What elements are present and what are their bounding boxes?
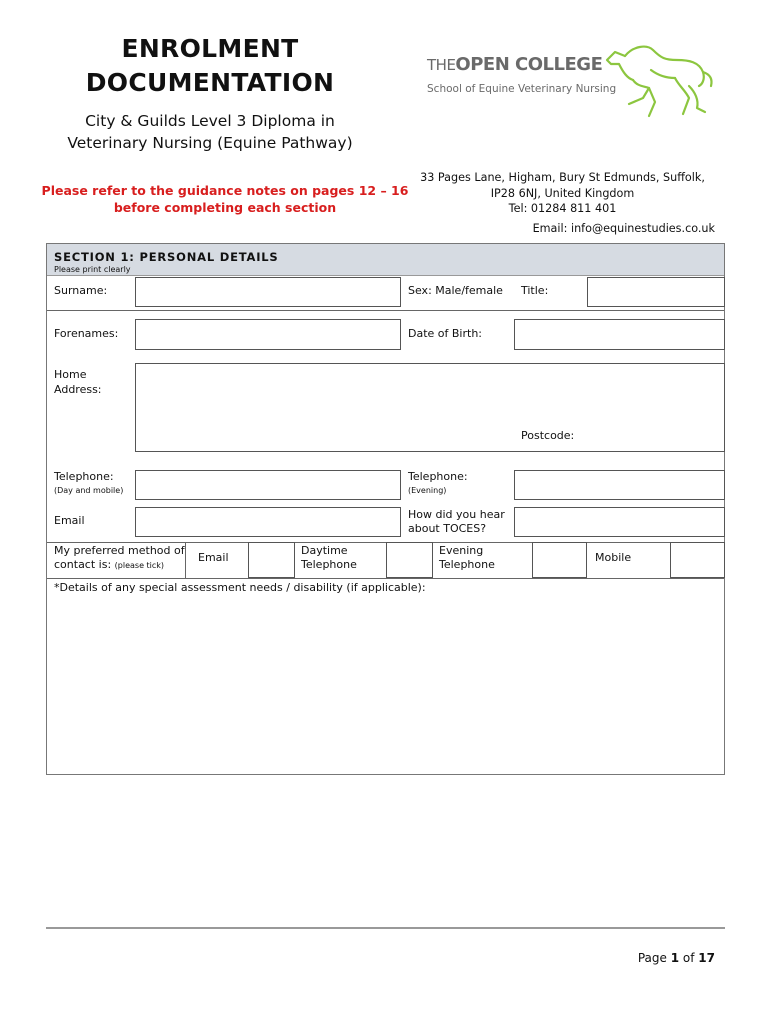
evening-line-2: Telephone bbox=[439, 558, 495, 571]
address-label: Address: bbox=[54, 383, 102, 396]
surname-label: Surname: bbox=[54, 284, 108, 297]
surname-field[interactable] bbox=[135, 277, 401, 307]
logo-tagline: School of Equine Veterinary Nursing bbox=[427, 83, 617, 95]
daytime-line-1: Daytime bbox=[301, 544, 348, 557]
page-number bbox=[600, 951, 715, 965]
section-subtitle: Please print clearly bbox=[54, 265, 131, 274]
logo-wordmark bbox=[427, 54, 602, 75]
how-did-you-hear-field[interactable] bbox=[514, 507, 725, 537]
row-divider bbox=[47, 578, 724, 579]
telephone-number: Tel: 01284 811 401 bbox=[508, 202, 617, 215]
contact-daytime-checkbox[interactable] bbox=[386, 542, 433, 578]
email-label: Email bbox=[54, 514, 85, 527]
subtitle-line-1: City & Guilds Level 3 Diploma in bbox=[85, 112, 335, 130]
home-address-label bbox=[54, 367, 102, 397]
contact-option-daytime bbox=[301, 544, 357, 572]
telephone-evening-title: Telephone: bbox=[408, 470, 468, 483]
sex-label: Sex: Male/female bbox=[408, 284, 503, 297]
footer-divider bbox=[46, 927, 725, 929]
telephone-label: Telephone: bbox=[54, 470, 114, 483]
page-of: of bbox=[682, 951, 695, 965]
address-line-1: 33 Pages Lane, Higham, Bury St Edmunds, Suffolk, bbox=[420, 171, 705, 184]
how-did-you-hear-label bbox=[408, 508, 505, 536]
title-label: Title: bbox=[521, 284, 549, 297]
title-line-2: DOCUMENTATION bbox=[85, 68, 335, 97]
forenames-label: Forenames: bbox=[54, 327, 119, 340]
row-divider bbox=[47, 310, 724, 311]
telephone-evening-note: (Evening) bbox=[408, 486, 447, 495]
email-field[interactable] bbox=[135, 507, 401, 537]
pref-note: (please tick) bbox=[114, 561, 165, 570]
home-label: Home bbox=[54, 368, 87, 381]
title-line-1: ENROLMENT bbox=[121, 34, 299, 63]
contact-evening-checkbox[interactable] bbox=[532, 542, 587, 578]
horse-icon bbox=[603, 42, 715, 122]
date-of-birth-field[interactable] bbox=[514, 319, 725, 350]
preferred-contact-label bbox=[54, 544, 185, 573]
evening-line-1: Evening bbox=[439, 544, 484, 557]
postcode-label: Postcode: bbox=[521, 429, 575, 442]
college-email: Email: info@equinestudies.co.uk bbox=[532, 222, 715, 235]
guidance-notice bbox=[40, 182, 410, 216]
subtitle-line-2: Veterinary Nursing (Equine Pathway) bbox=[67, 134, 353, 152]
contact-mobile-checkbox[interactable] bbox=[670, 542, 725, 578]
telephone-day-field[interactable] bbox=[135, 470, 401, 500]
document-subtitle bbox=[40, 110, 380, 154]
contact-email-checkbox[interactable] bbox=[248, 542, 295, 578]
telephone-day-label bbox=[54, 470, 123, 498]
title-field[interactable] bbox=[587, 277, 725, 307]
notice-line-2: before completing each section bbox=[113, 200, 337, 215]
special-needs-label: *Details of any special assessment needs / disability (if applicable): bbox=[54, 581, 426, 594]
page-word: Page bbox=[637, 951, 667, 965]
page-total: 17 bbox=[698, 951, 715, 965]
telephone-evening-label bbox=[408, 470, 468, 498]
section-header bbox=[47, 244, 724, 276]
section-title: SECTION 1: PERSONAL DETAILS bbox=[54, 250, 279, 264]
home-address-field[interactable] bbox=[135, 363, 725, 452]
hear-line-1: How did you hear bbox=[408, 508, 505, 521]
personal-details-section bbox=[46, 243, 725, 775]
logo-name: OPEN COLLEGE bbox=[455, 54, 603, 75]
college-logo bbox=[425, 42, 715, 122]
pref-line-2: contact is: bbox=[54, 558, 112, 571]
hear-line-2: about TOCES? bbox=[408, 522, 487, 535]
contact-option-email: Email bbox=[198, 551, 229, 564]
address-line-2: IP28 6NJ, United Kingdom bbox=[490, 186, 635, 200]
page-current: 1 bbox=[670, 951, 680, 965]
dob-label: Date of Birth: bbox=[408, 327, 483, 340]
telephone-day-note: (Day and mobile) bbox=[54, 486, 124, 495]
college-address bbox=[410, 170, 715, 217]
contact-option-evening bbox=[439, 544, 495, 572]
forenames-field[interactable] bbox=[135, 319, 401, 350]
telephone-evening-field[interactable] bbox=[514, 470, 725, 500]
notice-line-1: Please refer to the guidance notes on pages 12 – 16 bbox=[41, 183, 409, 198]
cell-divider bbox=[185, 542, 186, 578]
daytime-line-2: Telephone bbox=[301, 558, 357, 571]
pref-line-1: My preferred method of bbox=[54, 544, 185, 557]
document-title bbox=[40, 32, 380, 100]
contact-option-mobile: Mobile bbox=[595, 551, 632, 564]
logo-the: THE bbox=[427, 56, 456, 74]
special-needs-field[interactable] bbox=[47, 596, 724, 774]
